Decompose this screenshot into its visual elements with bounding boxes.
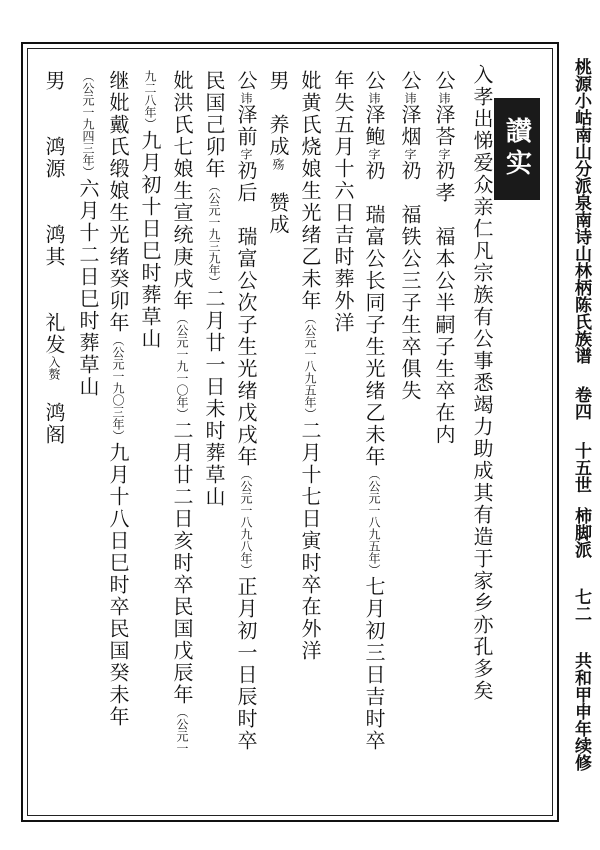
annotation-text: 字: [403, 148, 417, 160]
column-text: 公: [362, 70, 386, 92]
annotation-text: （公元一九〇三年）: [111, 334, 125, 442]
annotation-text: 讳: [437, 92, 451, 104]
annotation-text: （公元一八九五年）: [367, 468, 381, 576]
page-header: [566, 58, 596, 818]
generation-label: 十五世: [571, 442, 591, 493]
column-text: 妣黄氏烧娘生光绪乙未年: [298, 70, 322, 312]
column-text: 礽 瑞富公长同子生光绪乙未年: [362, 160, 386, 468]
column-text: 二月十七日寅时卒在外洋: [298, 420, 322, 662]
column-text: 礽孝 福本公半嗣子生卒在内: [432, 160, 456, 446]
text-column: [470, 64, 494, 702]
column-text: 鸿阁: [42, 380, 66, 446]
text-column: [331, 70, 355, 334]
volume-label: 卷四: [571, 386, 591, 420]
column-text: 年失五月十六日吉时葬外洋: [331, 70, 355, 334]
column-text: 九月十八日巳时卒民国癸未年: [106, 442, 130, 728]
annotation-text: 讳: [403, 92, 417, 104]
text-column: [42, 70, 66, 446]
text-column: [202, 70, 226, 508]
column-text: 公: [234, 70, 258, 92]
text-column: [266, 70, 290, 236]
column-text: 男 鸿源 鸿其 礼发: [42, 70, 66, 356]
book-title: 桃源小岵南山分派泉南诗山林柄陈氏族谱: [571, 58, 591, 364]
annotation-text: （公元一八九八年）: [239, 468, 253, 576]
column-text: 民国己卯年: [202, 70, 226, 180]
annotation-text: 讳: [239, 92, 253, 104]
section-stamp: 讃实: [494, 98, 540, 200]
column-text: 二月廿一日未时葬草山: [202, 288, 226, 508]
column-text: 公: [398, 70, 422, 92]
column-text: 入孝出悌爱众亲仁凡宗族有公事悉竭力助成其有造于家乡亦孔多矣: [470, 64, 494, 702]
text-column: [398, 70, 422, 402]
column-text: 妣洪氏七娘生宣统庚戌年: [170, 70, 194, 312]
column-text: 七月初三日吉时卒: [362, 576, 386, 752]
edition-label: 共和甲申年续修: [571, 652, 591, 771]
page-number: 七二: [571, 588, 591, 622]
text-column: [298, 70, 322, 662]
annotation-text: 字: [367, 148, 381, 160]
text-column: [234, 70, 258, 752]
text-column: [432, 70, 456, 446]
annotation-text: 讳: [367, 92, 381, 104]
branch-label: 柿脚派: [571, 507, 591, 558]
column-text: 公: [432, 70, 456, 92]
text-column: [362, 70, 386, 752]
column-text: 礽 福铁公三子生卒俱失: [398, 160, 422, 402]
column-text: 男 养成: [266, 70, 290, 158]
annotation-text: 入赘: [47, 356, 61, 380]
text-column: [170, 70, 194, 754]
column-text: 二月廿二日亥时卒民国戊辰年: [170, 420, 194, 706]
column-text: 正月初一日辰时卒: [234, 576, 258, 752]
column-text: 赞成: [266, 170, 290, 236]
annotation-text: （公元一: [175, 706, 189, 754]
annotation-text: （公元一九四三年）: [81, 70, 95, 178]
column-text: 泽烟: [398, 104, 422, 148]
annotation-text: （公元一八九五年）: [303, 312, 317, 420]
annotation-text: 九二八年）: [143, 70, 157, 130]
column-text: 继妣戴氏缎娘生光绪癸卯年: [106, 70, 130, 334]
column-text: 九月初十日巳时葬草山: [138, 130, 162, 350]
annotation-text: （公元一九三九年）: [207, 180, 221, 288]
annotation-text: （公元一九一〇年）: [175, 312, 189, 420]
annotation-text: 字: [239, 148, 253, 160]
text-column: [76, 70, 100, 398]
column-text: 礽后 瑞富公次子生光绪戊戌年: [234, 160, 258, 468]
annotation-text: 殇: [271, 158, 285, 170]
text-column: [106, 70, 130, 728]
column-text: 泽鲍: [362, 104, 386, 148]
column-text: 泽荅: [432, 104, 456, 148]
column-text: 六月十二日巳时葬草山: [76, 178, 100, 398]
column-text: 泽前: [234, 104, 258, 148]
text-column: [138, 70, 162, 350]
annotation-text: 字: [437, 148, 451, 160]
